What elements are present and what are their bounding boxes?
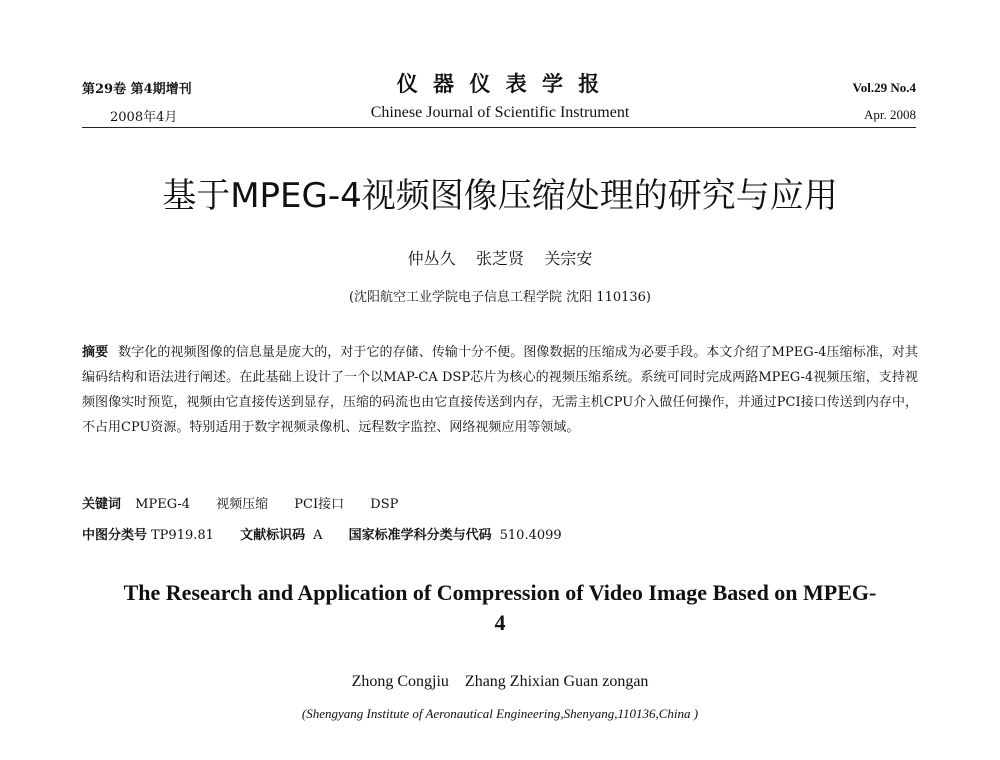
journal-title-cn: 仪 器 仪 表 学 报	[396, 71, 604, 96]
abstract-label: 摘要	[82, 345, 109, 360]
std-code-label: 国家标准学科分类与代码	[348, 528, 492, 543]
paper-title-en: The Research and Application of Compression of Video Image Based on MPEG-4	[123, 580, 877, 635]
clc-value: TP919.81	[151, 528, 214, 543]
keywords-label: 关键词	[82, 497, 122, 512]
date-en: Apr. 2008	[864, 107, 916, 122]
keyword-item: PCI接口	[294, 497, 345, 512]
std-code-value: 510.4099	[499, 528, 562, 543]
affiliation-en: (Shengyang Institute of Aeronautical Engineering,Shenyang,110136,China )	[301, 706, 699, 721]
volume-issue-en: Vol.29 No.4	[852, 80, 916, 95]
header-rule	[82, 127, 916, 128]
affiliation-cn: (沈阳航空工业学院电子信息工程学院 沈阳 110136)	[348, 290, 652, 305]
volume-issue-cn: 第29卷 第4期增刊	[82, 82, 192, 97]
doc-code-label: 文献标识码	[240, 528, 306, 543]
keyword-item: 视频压缩	[216, 497, 269, 512]
journal-title-en: Chinese Journal of Scientific Instrument	[370, 104, 630, 121]
classification-line	[82, 524, 570, 543]
date-cn: 2008年4月	[110, 110, 178, 125]
keyword-item: MPEG-4	[135, 497, 190, 512]
abstract-text: 数字化的视频图像的信息量是庞大的，对于它的存储、传输十分不便。图像数据的压缩成为必要手段。本文介绍了MPEG-4压缩标准，对其编码结构和语法进行阐述。在此基础上设计了一个以MAP-CA DSP芯片为核心的视频压缩系统。系统可同时完成两路MPEG-4视频压缩，支持视频图像实时预览，视频由它直接传送到显存，压缩的码流也由它直接传送到内存，无需主机CPU介入做任何操作，并通过PCI接口传送到内存中，不占用CPU资源。特别适用于数字视频录像机、远程数字监控、网络视频应用等领域。	[82, 345, 918, 435]
abstract	[82, 340, 918, 440]
paper-title-cn: 基于MPEG-4视频图像压缩处理的研究与应用	[162, 176, 838, 216]
doc-code-value: A	[313, 528, 323, 543]
authors-en: Zhong Congjiu Zhang Zhixian Guan zongan	[351, 673, 649, 690]
keywords-line	[82, 493, 420, 512]
authors-cn: 仲丛久 张芝贤 关宗安	[407, 249, 593, 268]
keyword-item: DSP	[370, 497, 399, 512]
clc-label: 中图分类号	[82, 528, 148, 543]
